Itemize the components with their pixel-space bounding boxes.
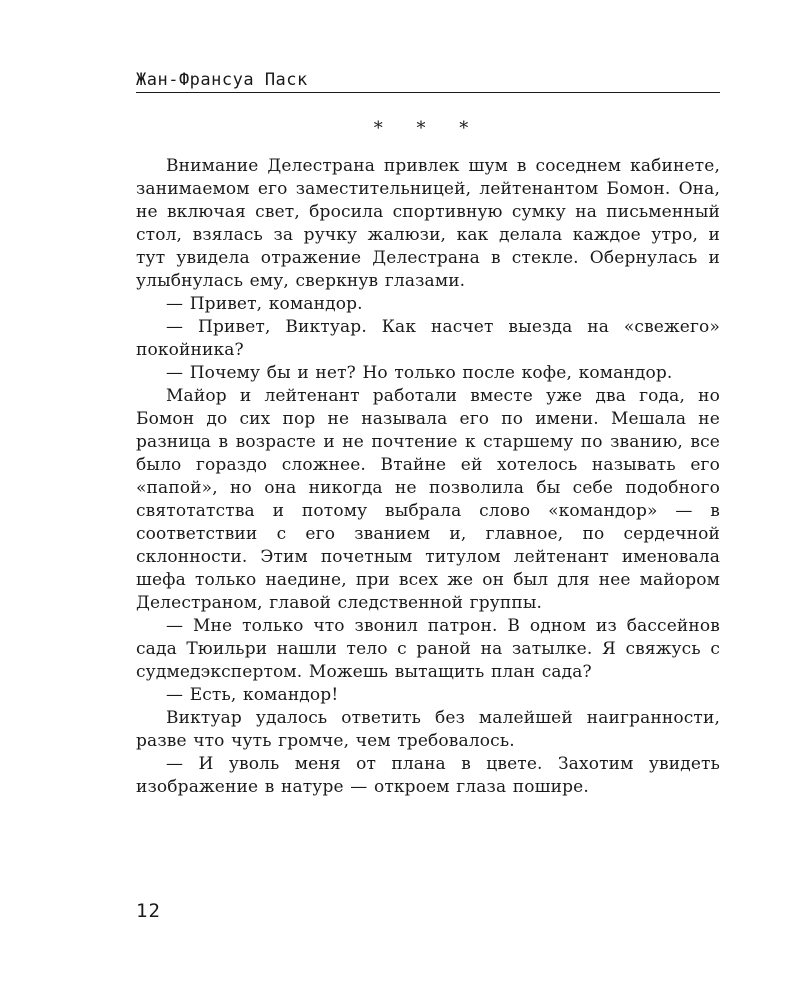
paragraph: Виктуар удалось ответить без малейшей наигранности, разве что чуть громче, чем требовалось. (136, 708, 720, 751)
paragraph: — И уволь меня от плана в цвете. Захотим увидеть изображение в натуре — откроем глаза пошире. (136, 754, 720, 797)
paragraph: — Мне только что звонил патрон. В одном из бассейнов сада Тюильри нашли тело с раной на затылке. Я свяжусь с судмедэкспертом. Можешь вытащить план сада? (136, 616, 720, 682)
paragraph: — Почему бы и нет? Но только после кофе, командор. (166, 363, 673, 383)
running-head: Жан-Франсуа Паск (136, 70, 720, 93)
paragraph: Майор и лейтенант работали вместе уже два года, но Бомон до сих пор не называла его по имени. Мешала не разница в возрасте и не почтение к старшему по званию, все было гораздо сложнее. Втайне ей хотелось называть его «папой», но она никогда не позволила бы себе подобного святотатства и потому выбрала слово «командор» — в соответствии с его званием и, главное, по сердечной склонности. Этим почетным титулом лейтенант именовала шефа только наедине, при всех же он был для нее майором Делестраном, главой следственной группы. (136, 386, 720, 613)
paragraph: — Есть, командор! (166, 685, 339, 705)
page-number: 12 (136, 900, 161, 922)
paragraph: — Привет, Виктуар. Как насчет выезда на «свежего» покойника? (136, 317, 720, 360)
paragraph: — Привет, командор. (166, 294, 363, 314)
book-page (136, 70, 720, 799)
section-separator: * * * (373, 118, 483, 139)
paragraph: Внимание Делестрана привлек шум в соседнем кабинете, занимаемом его заместительницей, лейтенантом Бомон. Она, не включая свет, бросила спортивную сумку на письменный стол, взялась за ручку жалюзи, как делала каждое утро, и тут увидела отражение Делестрана в стекле. Обернулась и улыбнулась ему, сверкнув глазами. (136, 156, 720, 291)
body-text (136, 155, 720, 799)
